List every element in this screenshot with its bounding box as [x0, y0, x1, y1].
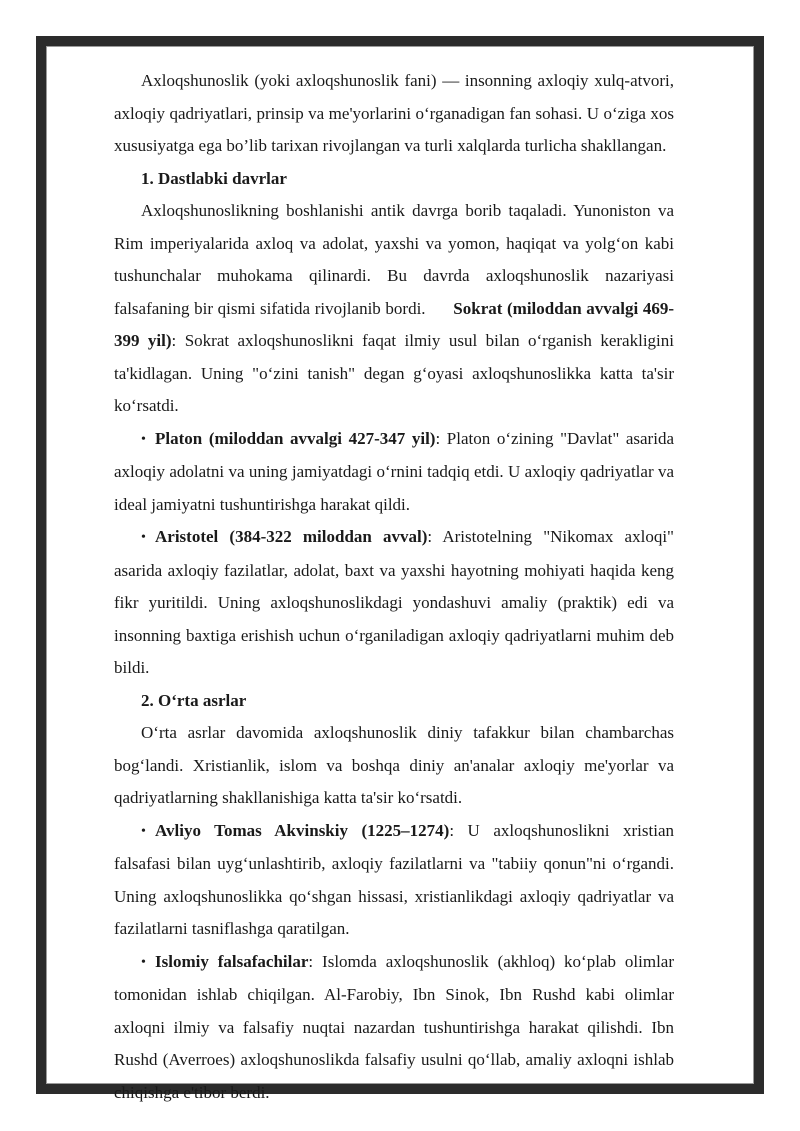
page-border-outer — [36, 36, 764, 1102]
sokrat-text: : Sokrat axloqshunoslikni faqat ilmiy usul bilan o‘rganish kerakligini ta'kidlagan. Uning "o‘zini tanish" degan g‘oyasi axloqshunoslikka katta ta'sir ko‘rsatdi. — [114, 331, 674, 415]
section-heading-middle-ages: 2. O‘rta asrlar — [141, 690, 247, 710]
section1-main-text: Axloqshunoslikning boshlanishi antik davrga borib taqaladi. Yunoniston va Rim imperiyalarida axloq va adolat, yaxshi va yomon, haqiqat va yolg‘on kabi tushunchalar muhokama qilinardi. Bu davrda axloqshunoslik nazariyasi falsafaning bir qismi sifatida rivojlanib bordi. — [114, 201, 674, 318]
islamic-philosophers-name: Islomiy falsafachilar — [155, 951, 309, 971]
sokrat-name: Sokrat (miloddan avvalgi 469-399 yil) — [114, 298, 674, 350]
page-border-inner — [46, 46, 754, 1102]
tomas-name: Avliyo Tomas Akvinskiy (1225–1274) — [155, 820, 450, 840]
section1-paragraph — [114, 195, 674, 423]
tomas-text: : U axloqshunoslikni xristian falsafasi bilan uyg‘unlashtirib, axloqiy fazilatlarni va "tabiiy qonun"ni o‘rgandi. Uning axloqshunoslikka qo‘shgan hissasi, xristianlikdagi axloqiy qadriyatlar va fazilatlarni tasniflashga qaratilgan. — [114, 820, 674, 938]
bullet-marker: • — [141, 823, 146, 839]
islamic-philosophers-text: : Islomda axloqshunoslik (akhloq) ko‘plab olimlar tomonidan ishlab chiqilgan. Al-Farobiy, Ibn Sinok, Ibn Rushd kabi olimlar axloqni ilmiy va falsafiy nuqtai nazardan tushuntirishga harakat qilishdi. Ibn Rushd (Averroes) axloqshunoslikda falsafiy usulni qo‘llab, amaliy axloqni ishlab chiqishga e'tibor berdi. — [114, 951, 674, 1102]
bullet-marker: • — [141, 530, 146, 545]
bullet-platon — [114, 423, 674, 522]
bullet-aristotel — [114, 521, 674, 685]
bullet-marker: • — [141, 954, 146, 970]
document-body — [114, 65, 674, 1109]
bullet-tomas-akvinskiy — [114, 815, 674, 946]
intro-paragraph: Axloqshunoslik (yoki axloqshunoslik fani) — insonning axloqiy xulq-atvori, axloqiy qadriyatlari, prinsip va me'yorlarini o‘rganadigan fan sohasi. U o‘ziga xos xususiyatga ega bo’lib tarixan rivojlangan va turli xalqlarda turlicha shakllangan. — [114, 71, 674, 155]
bullet-islamic-philosophers — [114, 946, 674, 1110]
platon-name: Platon (miloddan avvalgi 427-347 yil) — [155, 428, 436, 448]
platon-text: : Platon o‘zining "Davlat" asarida axloqiy adolatni va uning jamiyatdagi o‘rnini tadqiq etdi. U axloqiy qadriyatlar va ideal jamiyatni tushuntirishga harakat qildi. — [114, 428, 674, 514]
bullet-marker: • — [141, 431, 146, 447]
aristotel-text: : Aristotelning "Nikomax axloqi" asarida axloqiy fazilatlar, adolat, baxt va yaxshi hayotning mohiyati haqida keng fikr yuritildi. Uning axloqshunoslikdagi yondashuvi amaliy (praktik) edi va insonning baxtiga erishish uchun o‘rganiladigan axloqiy qadriyatlarni muhim deb bildi. — [114, 527, 674, 677]
section-heading-early-periods: 1. Dastlabki davrlar — [141, 168, 287, 188]
section2-paragraph: O‘rta asrlar davomida axloqshunoslik diniy tafakkur bilan chambarchas bog‘landi. Xristianlik, islom va boshqa diniy an'analar axloqiy me'yorlar va qadriyatlarning shakllanishiga katta ta'sir ko‘rsatdi. — [114, 723, 674, 807]
aristotel-name: Aristotel (384-322 miloddan avval) — [155, 527, 428, 546]
